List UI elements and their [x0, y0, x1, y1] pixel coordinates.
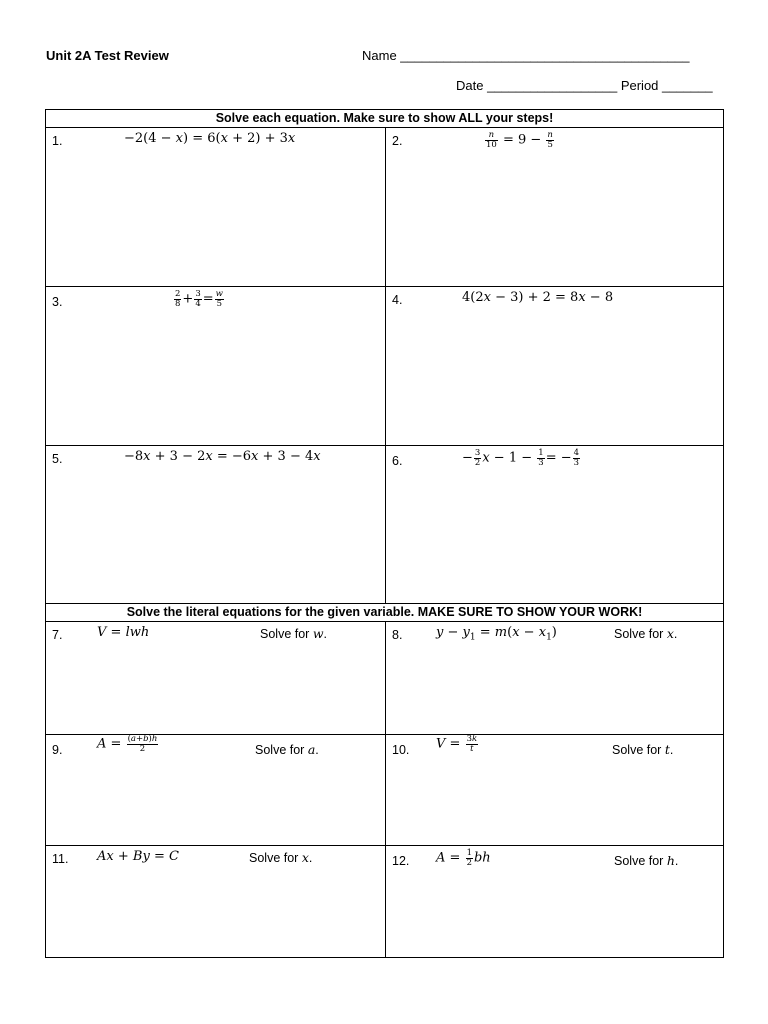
problem-equation: −2(4 − x) = 6(x + 2) + 3x — [124, 131, 296, 146]
problem-number: 9. — [52, 743, 63, 757]
solve-for-label: Solve for x. — [614, 626, 678, 641]
problem-cell — [46, 446, 386, 604]
solve-for-label: Solve for t. — [612, 742, 674, 757]
problem-number: 6. — [392, 454, 403, 468]
problem-number: 10. — [392, 743, 410, 757]
worksheet-title: Unit 2A Test Review — [46, 48, 169, 63]
solve-for-label: Solve for a. — [255, 742, 319, 757]
problem-number: 11. — [52, 852, 69, 866]
date-period-line: Date __________________ Period _______ — [456, 78, 713, 93]
problem-equation: Ax + By = C — [97, 849, 179, 864]
problem-number: 3. — [52, 295, 63, 309]
problem-equation: A = $\frac{1}{2}$ bh — [436, 848, 491, 868]
problem-cell — [386, 735, 724, 846]
problem-number: 8. — [392, 628, 403, 642]
problem-number: 7. — [52, 628, 63, 642]
problem-cell — [386, 287, 724, 446]
problem-cell — [46, 287, 386, 446]
section1-instruction: Solve each equation. Make sure to show ALL your steps! — [46, 110, 724, 128]
problem-number: 1. — [52, 134, 63, 148]
problem-equation: 4(2x − 3) + 2 = 8x − 8 — [462, 290, 614, 305]
problem-equation: V = lwh — [97, 625, 150, 640]
problem-number: 4. — [392, 293, 403, 307]
problem-equation: $\frac{2}{8}$ + $\frac{3}{4}$ = $\frac{w}{5}$ — [175, 289, 223, 309]
problem-cell — [386, 446, 724, 604]
equations-table — [45, 109, 724, 958]
problem-cell — [386, 128, 724, 287]
problem-number: 2. — [392, 134, 403, 148]
problem-number: 5. — [52, 452, 63, 466]
problem-equation: A = $\frac{(a+b)h}{2}$ — [97, 734, 158, 754]
solve-for-label: Solve for w. — [260, 626, 327, 641]
problem-equation: − $\frac{3}{2}$ x − 1 − $\frac{1}{3}$ = − $\frac{4}{3}$ — [462, 448, 580, 468]
problem-equation: −8x + 3 − 2x = −6x + 3 − 4x — [124, 449, 321, 464]
solve-for-label: Solve for h. — [614, 853, 679, 868]
problem-equation: V = 3k t — [436, 734, 478, 754]
problem-number: 12. — [392, 854, 410, 868]
problem-equation: $\frac{n}{10}$ = 9 − $\frac{n}{5}$ — [486, 130, 553, 150]
problem-equation: $y - y_1 = m(x - x_1)$ — [436, 625, 557, 643]
problem-cell — [386, 622, 724, 735]
problem-cell — [46, 735, 386, 846]
problem-cell — [386, 846, 724, 958]
problem-cell — [46, 846, 386, 958]
section2-instruction: Solve the literal equations for the given variable. MAKE SURE TO SHOW YOUR WORK! — [46, 604, 724, 622]
name-line: Name ________________________________________ — [362, 48, 690, 63]
problem-cell — [46, 622, 386, 735]
problem-cell — [46, 128, 386, 287]
solve-for-label: Solve for x. — [249, 850, 313, 865]
